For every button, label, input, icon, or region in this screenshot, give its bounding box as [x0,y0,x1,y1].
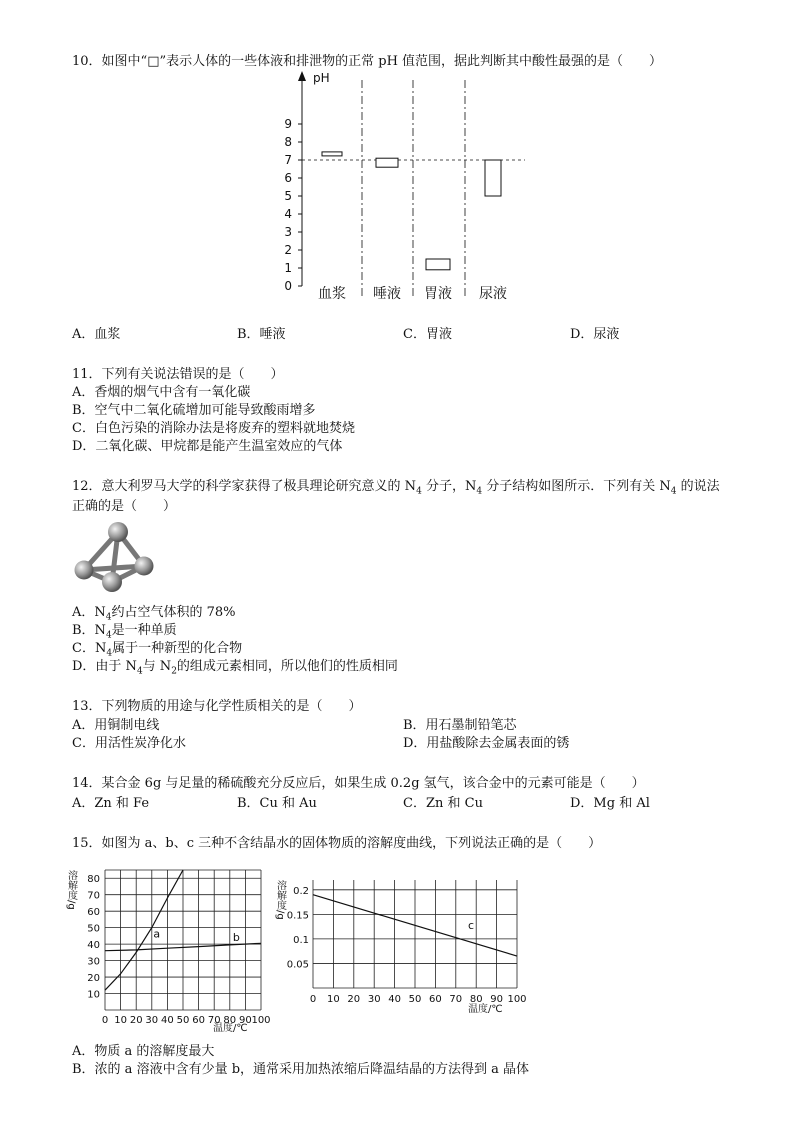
x-tick-label: 90 [239,1015,252,1026]
q14-option-d: D．Mg 和 Al [570,796,650,811]
y-tick-label: 50 [87,923,100,935]
x-tick-label: 0 [101,1015,109,1026]
x-tick-label: 10 [114,1015,127,1026]
ph-category-label: 唾液 [373,286,401,302]
ph-category-label: 尿液 [479,286,507,302]
y-tick-label: 40 [87,940,100,952]
x-tick-label: 40 [161,1015,174,1026]
ph-tick-label: 6 [284,171,292,185]
q15-option-b: B．浓的 a 溶液中含有少量 b，通常采用加热浓缩后降温结晶的方法得到 a 晶体 [72,1062,530,1077]
ph-category-label: 血浆 [318,286,346,302]
curve-a-label: a [153,927,161,941]
ph-range-box [485,160,501,196]
ph-tick-label: 0 [284,279,292,293]
x-tick-label: 70 [449,994,463,1005]
n-atom-right [135,557,154,576]
solubility-chart-c [274,872,528,1017]
q14-option-b: B．Cu 和 Au [237,796,317,811]
chart-ab-xlabel: 温度/℃ [213,1023,248,1034]
ph-tick-label: 2 [284,243,292,257]
y-tick-label: 20 [87,973,100,985]
q14-option-c: C．Zn 和 Cu [403,796,483,811]
ph-axis-arrow [298,71,306,81]
q12-stem-line1: 12．意大利罗马大学的科学家获得了极具理论研究意义的 $N_4$ 分子，$N_4$ 分子结构如图所示．下列有关 $N_4$ 的说法 [72,479,720,497]
y-tick-label: 0.1 [293,934,309,946]
ph-axis-label: pH [313,71,330,85]
ph-tick-label: 3 [284,225,292,239]
curve-c-label: c [468,919,475,933]
ph-tick-label: 5 [284,189,292,203]
y-tick-label: 80 [87,874,100,886]
x-tick-label: 80 [469,994,483,1005]
chart-c-ylabel: 溶解度/g [274,880,286,920]
ph-range-box [322,152,342,156]
q12-option-b: B．$N_4$是一种单质 [72,623,177,641]
ph-tick-label: 9 [284,117,292,131]
ph-tick-label: 4 [284,207,292,221]
x-tick-label: 40 [388,994,401,1005]
y-tick-label: 0.15 [286,910,309,922]
q10-option-c: C．胃液 [403,327,452,342]
ph-tick-label: 7 [284,153,292,167]
ph-category-label: 胃液 [424,286,452,302]
x-tick-label: 10 [327,994,340,1005]
ph-tick-label: 1 [284,261,292,275]
q11-option-c: C．白色污染的消除办法是将废弃的塑料就地焚烧 [72,421,355,436]
q13-option-d: D．用盐酸除去金属表面的锈 [403,736,570,751]
x-tick-label: 60 [192,1015,205,1026]
x-tick-label: 50 [408,994,422,1005]
n-atom-top [108,522,128,542]
n-atom-front [102,572,122,592]
x-tick-label: 70 [207,1015,221,1026]
x-tick-label: 30 [145,1015,159,1026]
q13-option-a: A．用铜制电线 [72,718,160,733]
chart-c-xlabel: 温度/℃ [468,1004,503,1015]
q10-option-a: A．血浆 [72,327,121,342]
x-tick-label: 100 [251,1015,271,1026]
y-tick-label: 60 [87,907,100,919]
ph-range-box [376,158,398,167]
x-tick-label: 20 [347,994,361,1005]
q11-stem: 11．下列有关说法错误的是（ ） [72,367,284,382]
q12-stem-line2: 正确的是（ ） [72,499,177,514]
n4-molecule-figure [70,518,160,598]
x-tick-label: 20 [129,1015,143,1026]
q13-option-b: B．用石墨制铅笔芯 [403,718,517,733]
x-tick-label: 30 [367,994,381,1005]
q13-stem: 13．下列物质的用途与化学性质相关的是（ ） [72,699,362,714]
chart-ab-ylabel: 溶解度/g [65,870,77,910]
y-tick-label: 30 [87,956,100,968]
q10-option-d: D．尿液 [570,327,620,342]
y-tick-label: 0.2 [293,885,309,897]
q10-option-b: B．唾液 [237,327,286,342]
curve-b-label: b [232,931,240,945]
x-tick-label: 90 [490,994,503,1005]
q14-option-a: A．Zn 和 Fe [72,796,150,811]
y-tick-label: 10 [87,989,100,1001]
ph-tick-label: 8 [284,135,292,149]
q11-option-d: D．二氧化碳、甲烷都是能产生温室效应的气体 [72,439,343,454]
y-tick-label: 70 [87,890,100,902]
q10-ph-chart [280,68,550,303]
solubility-chart-ab [65,856,278,1036]
n-atom-left [75,561,94,580]
q15-option-a: A．物质 a 的溶解度最大 [72,1044,215,1059]
x-tick-label: 100 [507,994,527,1005]
q15-stem: 15．如图为 a、b、c 三种不含结晶水的固体物质的溶解度曲线，下列说法正确的是（ ） [72,836,602,851]
y-tick-label: 0.05 [286,959,309,971]
x-tick-label: 80 [223,1015,237,1026]
q12-option-c: C．$N_4$属于一种新型的化合物 [72,641,243,659]
x-tick-label: 50 [176,1015,190,1026]
q14-stem: 14．某合金 6g 与足量的稀硫酸充分反应后，如果生成 0.2g 氢气，该合金中的元素可能是（ ） [72,776,645,791]
q10-stem: 10．如图中“□”表示人体的一些体液和排泄物的正常 pH 值范围，据此判断其中酸性最强的是（ ） [72,54,663,69]
x-tick-label: 60 [429,994,442,1005]
x-tick-label: 0 [309,994,317,1005]
q11-option-b: B．空气中二氧化硫增加可能导致酸雨增多 [72,403,316,418]
q12-option-a: A．$N_4$约占空气体积的 78% [72,605,236,623]
curve-a [105,870,183,990]
ph-range-box [426,259,450,270]
q12-option-d: D．由于 $N_4$与 $N_2$的组成元素相同，所以他们的性质相同 [72,659,398,677]
q13-option-c: C．用活性炭净化水 [72,736,186,751]
q11-option-a: A．香烟的烟气中含有一氧化碳 [72,385,251,400]
